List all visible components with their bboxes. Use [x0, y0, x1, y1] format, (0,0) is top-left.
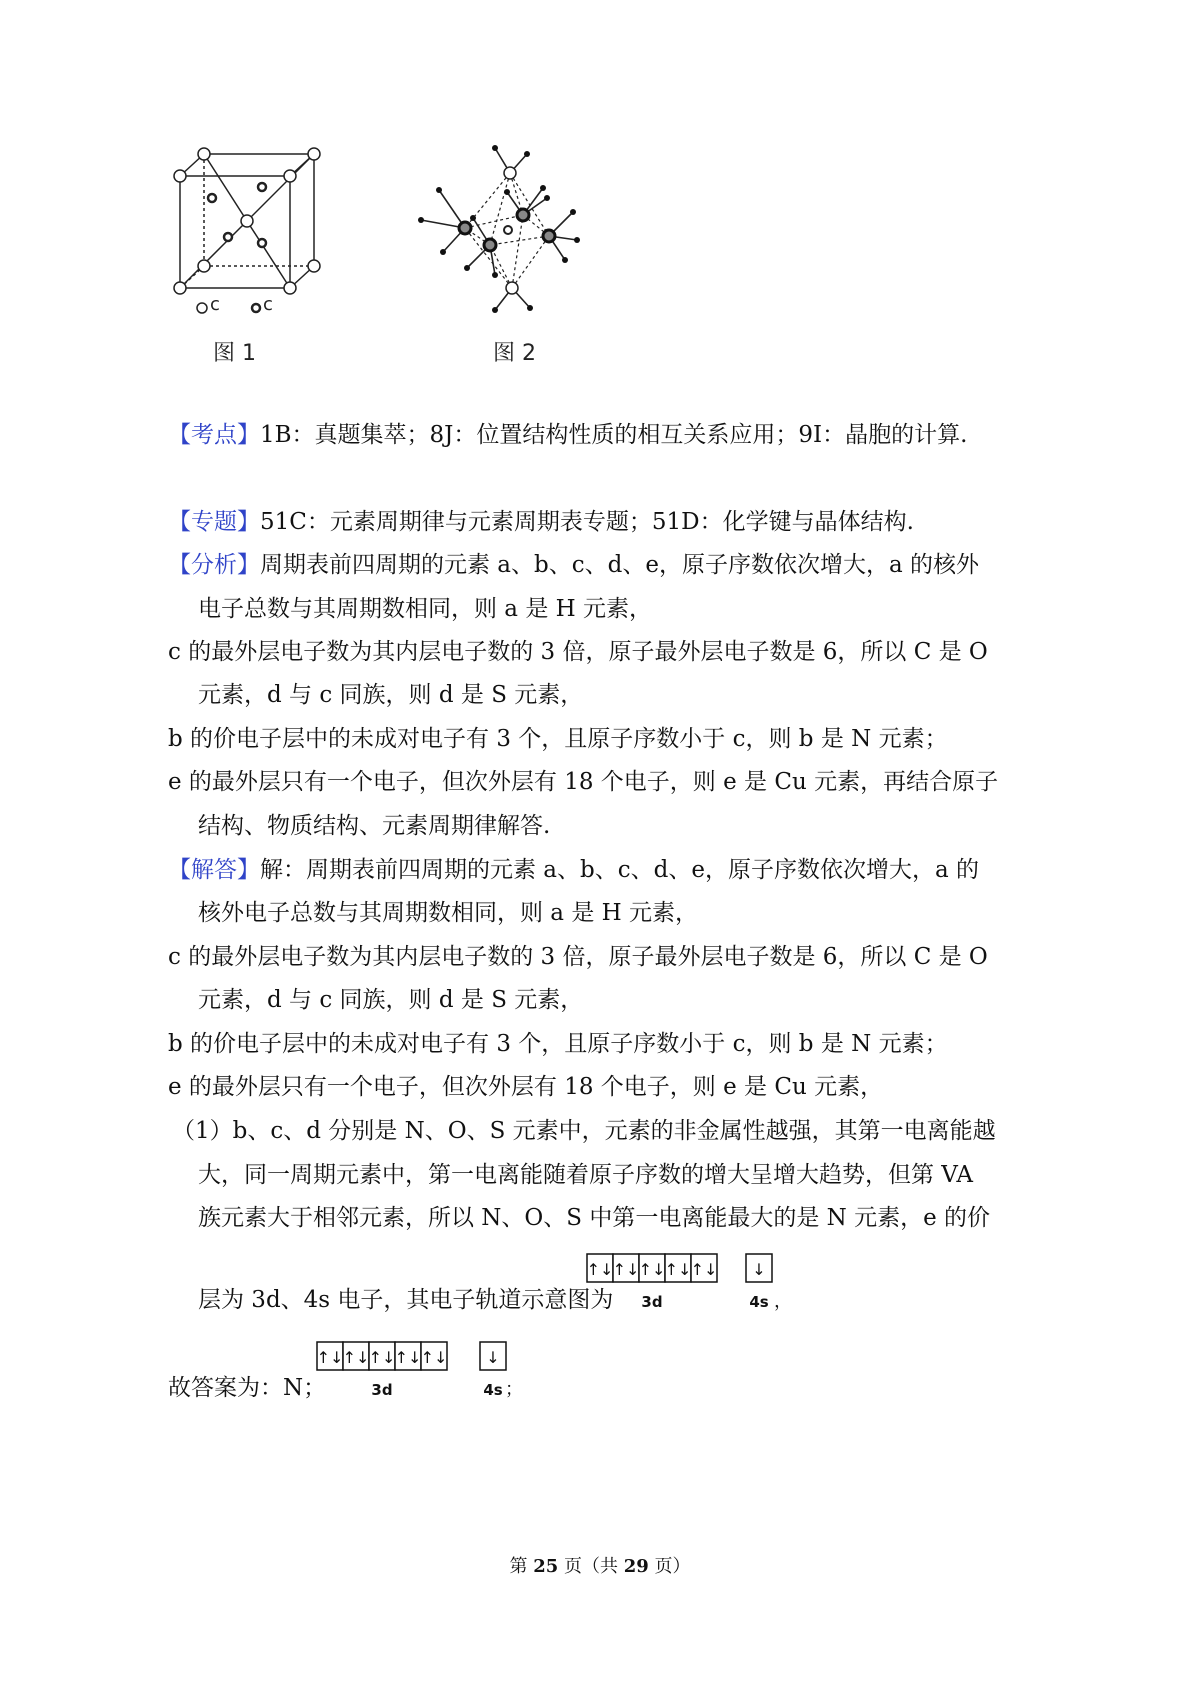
- jieda-line-8: 大，同一周期元素中，第一电离能随着原子序数的增大呈增大趋势，但第 VA: [198, 1162, 973, 1188]
- orb2-d-box-2: ↑↓: [342, 1348, 370, 1367]
- orb1-label-3d: 3d: [641, 1293, 663, 1311]
- jieda-tag: 【解答】: [168, 857, 260, 883]
- orb1-label-4s: 4s: [749, 1293, 769, 1311]
- jieda-line-7: （1）b、c、d 分别是 N、O、S 元素中，元素的非金属性越强，其第一电离能越: [172, 1118, 996, 1144]
- footer-total-pages: 29: [623, 1556, 649, 1577]
- answer-line: 故答案为：N；: [168, 1375, 327, 1401]
- fenxi-line-6: e 的最外层只有一个电子，但次外层有 18 个电子，则 e 是 Cu 元素，再结合原子: [168, 769, 999, 795]
- orb2-end-mark: ；: [505, 1379, 523, 1400]
- figure-1-unit-cell: [170, 140, 330, 340]
- jieda-line-1: [168, 855, 1200, 885]
- jieda-line-4: 元素，d 与 c 同族，则 d 是 S 元素，: [198, 987, 584, 1013]
- orb1-d-box-4: ↑↓: [664, 1260, 692, 1279]
- jieda-text-1: 解：周期表前四周期的元素 a、b、c、d、e，原子序数依次增大，a 的: [260, 857, 979, 883]
- orbital-diagram-2: [316, 1340, 526, 1404]
- jieda-line-9: 族元素大于相邻元素，所以 N、O、S 中第一电离能最大的是 N 元素，e 的价: [198, 1205, 991, 1231]
- orb2-d-box-5: ↑↓: [420, 1348, 448, 1367]
- fenxi-line-1: [168, 550, 1200, 580]
- orb2-s-box: ↓: [486, 1348, 500, 1367]
- fenxi-line-5: b 的价电子层中的未成对电子有 3 个，且原子序数小于 c，则 b 是 N 元素；: [168, 726, 948, 752]
- figure-1-caption: 图 1: [213, 341, 256, 366]
- orb2-d-box-1: ↑↓: [316, 1348, 344, 1367]
- fenxi-line-4: 元素，d 与 c 同族，则 d 是 S 元素，: [198, 682, 584, 708]
- fenxi-text-1: 周期表前四周期的元素 a、b、c、d、e，原子序数依次增大，a 的核外: [260, 552, 979, 578]
- fenxi-line-2: 电子总数与其周期数相同，则 a 是 H 元素，: [198, 596, 653, 622]
- orb2-d-box-4: ↑↓: [394, 1348, 422, 1367]
- orb1-d-box-1: ↑↓: [586, 1260, 614, 1279]
- jieda-line-6: e 的最外层只有一个电子，但次外层有 18 个电子，则 e 是 Cu 元素，: [168, 1074, 884, 1100]
- footer-suffix: 页）: [648, 1556, 691, 1577]
- jieda-line-5: b 的价电子层中的未成对电子有 3 个，且原子序数小于 c，则 b 是 N 元素；: [168, 1031, 948, 1057]
- orb2-label-3d: 3d: [371, 1381, 393, 1399]
- zhuanti-tag: 【专题】: [168, 509, 260, 535]
- zhuanti-line: [168, 507, 1200, 537]
- orb1-d-box-3: ↑↓: [638, 1260, 666, 1279]
- kaodian-text: 1B：真题集萃；8J：位置结构性质的相互关系应用；9I：晶胞的计算.: [260, 422, 968, 448]
- zhuanti-text: 51C：元素周期律与元素周期表专题；51D：化学键与晶体结构.: [260, 509, 914, 535]
- fenxi-line-7: 结构、物质结构、元素周期律解答.: [198, 813, 551, 839]
- footer-middle: 页（共: [558, 1556, 624, 1577]
- orb2-d-box-3: ↑↓: [368, 1348, 396, 1367]
- figure-2-structure: [415, 140, 585, 325]
- footer-page-number: 25: [533, 1556, 559, 1577]
- jieda-line-3: c 的最外层电子数为其内层电子数的 3 倍，原子最外层电子数是 6，所以 C 是 O: [168, 944, 988, 970]
- figure-1-legend-white: c: [210, 294, 220, 315]
- orb1-s-box: ↓: [752, 1260, 766, 1279]
- fenxi-tag: 【分析】: [168, 552, 260, 578]
- kaodian-line: [168, 420, 1200, 450]
- jieda-line-10: 层为 3d、4s 电子，其电子轨道示意图为: [198, 1287, 614, 1313]
- orbital-diagram-1: [586, 1252, 796, 1316]
- orb1-end-mark: ，: [774, 1291, 792, 1312]
- page-footer: [0, 1552, 1200, 1578]
- orb1-d-box-5: ↑↓: [690, 1260, 718, 1279]
- kaodian-tag: 【考点】: [168, 422, 260, 448]
- figure-1-legend-black: c: [263, 294, 273, 315]
- footer-prefix: 第: [509, 1556, 534, 1577]
- figure-2-caption: 图 2: [493, 341, 536, 366]
- jieda-line-2: 核外电子总数与其周期数相同，则 a 是 H 元素，: [198, 900, 699, 926]
- fenxi-line-3: c 的最外层电子数为其内层电子数的 3 倍，原子最外层电子数是 6，所以 C 是 O: [168, 639, 988, 665]
- orb1-d-box-2: ↑↓: [612, 1260, 640, 1279]
- orb2-label-4s: 4s: [483, 1381, 503, 1399]
